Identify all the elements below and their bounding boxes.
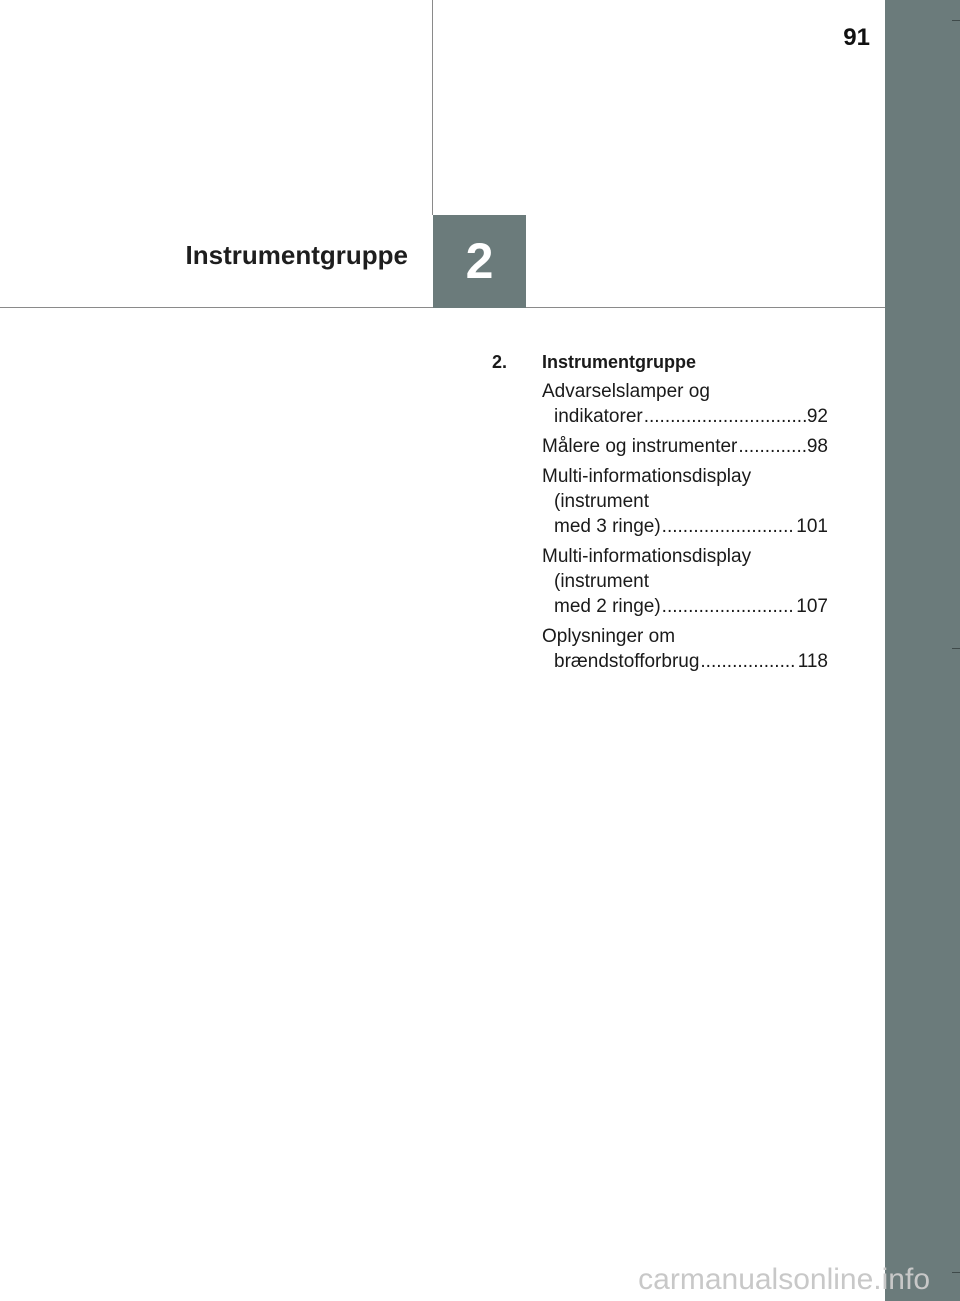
toc-entry[interactable] [542,464,828,539]
chapter-number-box [433,215,526,308]
side-chapter-tab [885,0,960,1301]
toc-entry[interactable] [542,379,828,429]
toc-entry[interactable] [542,434,828,459]
toc-section-number: 2. [492,352,508,372]
toc-entry-title-line: (instrument [554,571,650,592]
toc-entry-title-line: Multi-informationsdisplay [542,546,752,567]
toc-entry-title: brændstofforbrug [554,651,700,672]
table-of-contents [492,352,828,679]
dot-leader [662,594,796,619]
divider-vertical [432,0,433,215]
toc-entry-page: 101 [796,516,828,537]
toc-entry-last-line [542,404,828,429]
dot-leader [644,404,806,429]
toc-entry-page: 107 [796,596,828,617]
toc-entry-title-line: Advarselslamper og [542,381,710,402]
toc-entry-page: 98 [806,436,828,457]
toc-entry-list [542,379,828,674]
toc-entry-last-line [542,594,828,619]
watermark: carmanualsonline.info [638,1263,930,1296]
dot-leader [700,649,796,674]
toc-entry-title-line: Multi-informationsdisplay [542,466,752,487]
toc-entry[interactable] [542,624,828,674]
crop-mark [952,20,960,21]
toc-entry-title: indikatorer [554,406,643,427]
toc-entry-page: 118 [797,651,828,672]
toc-entry-title-line: Oplysninger om [542,626,676,647]
crop-mark [952,1272,960,1273]
page-number: 91 [843,24,870,51]
toc-entry-title: Målere og instrumenter [542,436,738,457]
toc-entry-title-line: (instrument [554,491,650,512]
toc-entry[interactable] [542,544,828,619]
toc-entry-last-line [542,514,828,539]
toc-entry-last-line [542,434,828,459]
toc-section-heading [492,352,828,373]
toc-entry-last-line [542,649,828,674]
toc-entry-title: med 3 ringe) [554,516,661,537]
dot-leader [738,434,805,459]
chapter-number: 2 [465,233,494,289]
toc-section-title: Instrumentgruppe [542,352,697,372]
chapter-title: Instrumentgruppe [185,240,408,270]
toc-entry-page: 92 [806,406,828,427]
toc-entry-title: med 2 ringe) [554,596,661,617]
crop-mark [952,648,960,649]
dot-leader [662,514,796,539]
